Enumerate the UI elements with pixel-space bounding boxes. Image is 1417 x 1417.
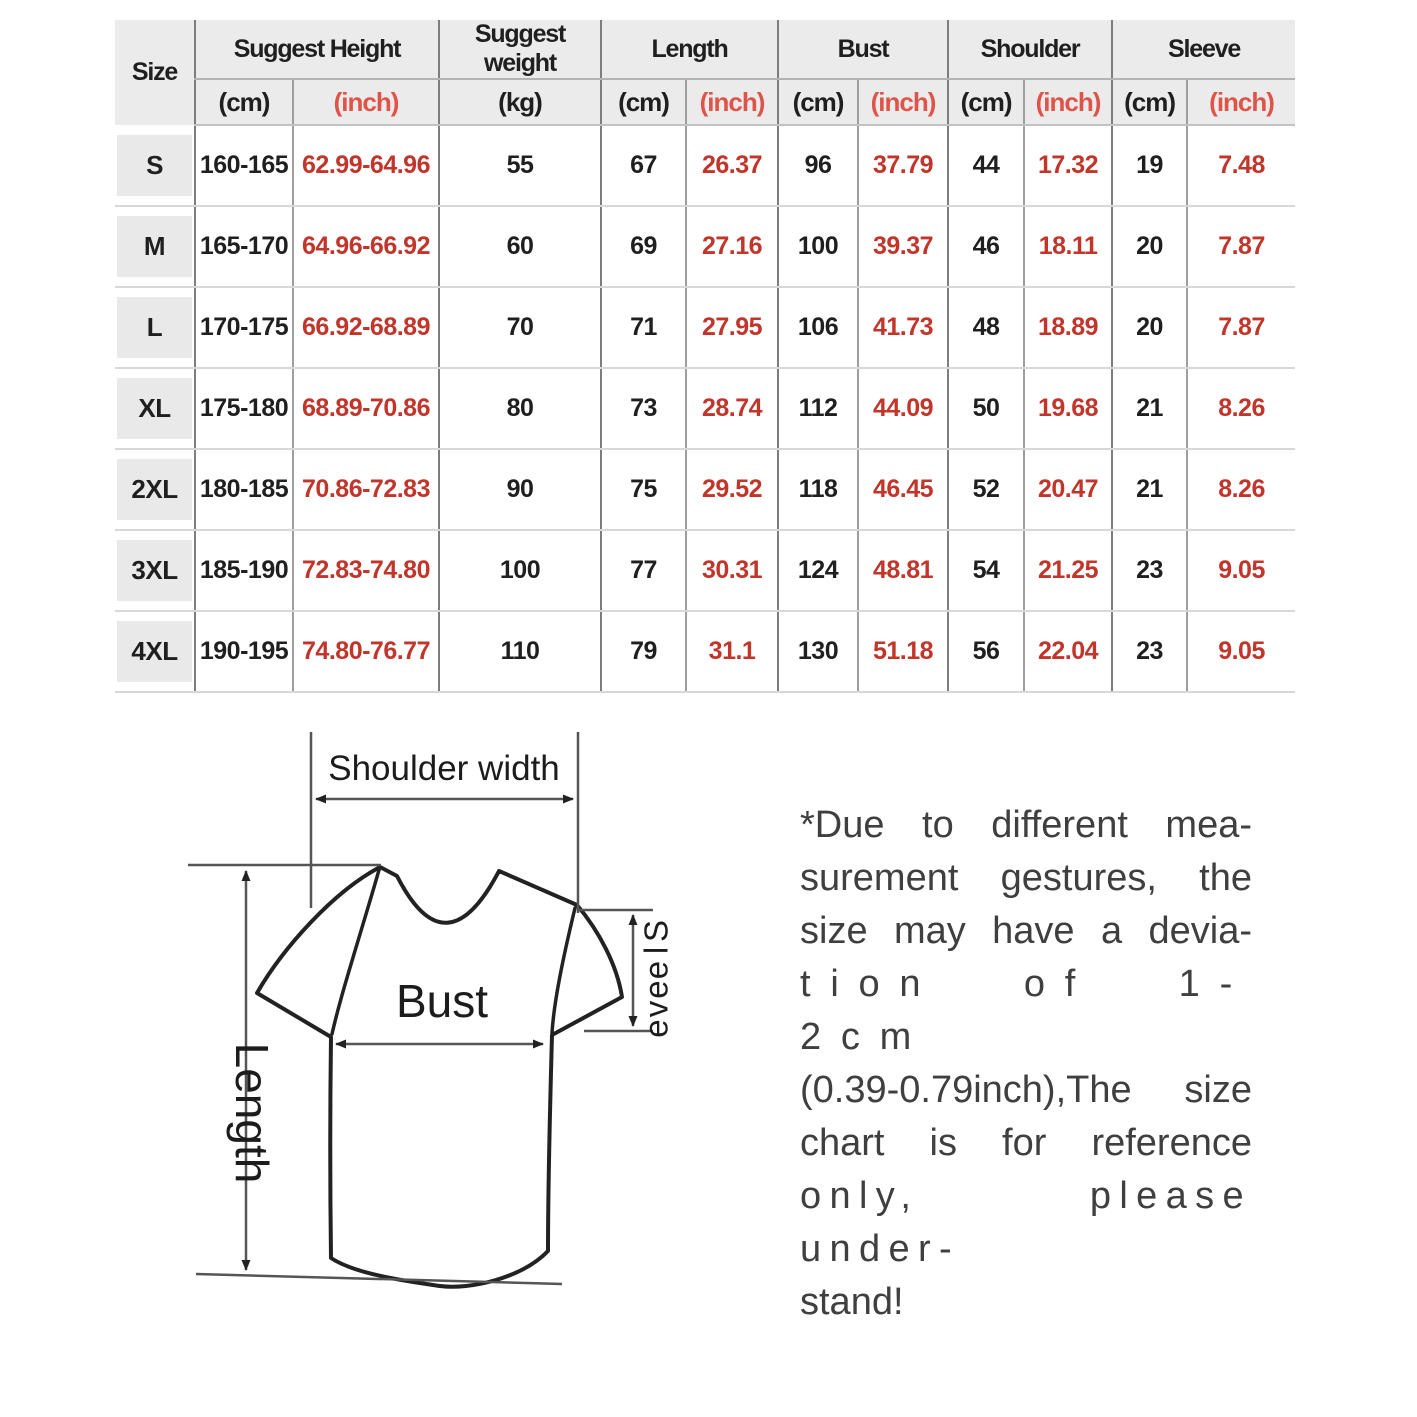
cell-bust-cm: 106 [778,287,858,368]
cell-shoulder-inch: 20.47 [1024,449,1112,530]
cell-sleeve-cm: 23 [1112,611,1187,692]
table-row [115,368,1295,449]
cell-shoulder-inch: 19.68 [1024,368,1112,449]
tshirt-measurement-diagram [150,718,790,1358]
cell-weight-kg: 70 [439,287,601,368]
sleeve-label-char: v [637,1000,675,1018]
size-chip: 3XL [117,540,192,601]
sleeve-label-char: S [637,919,675,943]
cell-height-cm: 180-185 [195,449,293,530]
cell-weight-kg: 80 [439,368,601,449]
size-chip: L [117,297,192,358]
disclaimer-line: *Due to different mea- [800,804,1252,846]
cell-size [115,449,195,530]
cell-bust-cm: 130 [778,611,858,692]
unit-header: (cm) [778,79,858,125]
size-table [115,20,1295,693]
cell-height-inch: 66.92-68.89 [293,287,439,368]
cell-height-inch: 68.89-70.86 [293,368,439,449]
cell-bust-inch: 37.79 [858,125,948,206]
cell-weight-kg: 60 [439,206,601,287]
disclaimer-text [800,799,1252,1329]
unit-header: (cm) [1112,79,1187,125]
cell-sleeve-inch: 9.05 [1187,530,1295,611]
cell-height-cm: 175-180 [195,368,293,449]
shoulder-header: Shoulder [948,20,1112,79]
cell-length-inch: 31.1 [686,611,778,692]
cell-weight-kg: 100 [439,530,601,611]
sleeve-label-char: e [637,980,675,999]
table-group-header-row [115,20,1295,79]
bust-label: Bust [395,975,489,1027]
cell-sleeve-inch: 7.87 [1187,287,1295,368]
cell-height-cm: 160-165 [195,125,293,206]
size-chip: S [117,135,192,196]
cell-shoulder-cm: 44 [948,125,1024,206]
cell-sleeve-inch: 7.48 [1187,125,1295,206]
cell-height-inch: 62.99-64.96 [293,125,439,206]
cell-length-cm: 73 [601,368,686,449]
cell-shoulder-inch: 17.32 [1024,125,1112,206]
cell-bust-inch: 41.73 [858,287,948,368]
cell-shoulder-cm: 56 [948,611,1024,692]
cell-height-inch: 74.80-76.77 [293,611,439,692]
disclaimer-line: size may have a devia- [800,910,1252,952]
disclaimer-line: stand! [800,1281,904,1323]
unit-header: (cm) [948,79,1024,125]
disclaimer-line: chart is for reference [800,1122,1252,1164]
cell-bust-cm: 96 [778,125,858,206]
unit-header: (cm) [601,79,686,125]
sleeve-label-char: e [637,1019,675,1038]
disclaimer-line: surement gestures, the [800,857,1252,899]
disclaimer-line: (0.39-0.79inch),The size [800,1069,1252,1111]
cell-bust-cm: 112 [778,368,858,449]
cell-height-inch: 64.96-66.92 [293,206,439,287]
cell-shoulder-inch: 18.11 [1024,206,1112,287]
cell-sleeve-cm: 20 [1112,287,1187,368]
cell-shoulder-inch: 21.25 [1024,530,1112,611]
suggest-weight-header: Suggest weight [439,20,601,79]
cell-length-cm: 67 [601,125,686,206]
cell-sleeve-inch: 8.26 [1187,449,1295,530]
cell-sleeve-cm: 20 [1112,206,1187,287]
cell-size [115,611,195,692]
table-row [115,611,1295,692]
suggest-height-header: Suggest Height [195,20,439,79]
cell-shoulder-cm: 48 [948,287,1024,368]
cell-length-cm: 77 [601,530,686,611]
unit-header: (inch) [686,79,778,125]
sleeve-header: Sleeve [1112,20,1295,79]
size-chip: XL [117,378,192,439]
cell-sleeve-cm: 21 [1112,449,1187,530]
cell-length-cm: 69 [601,206,686,287]
cell-size [115,206,195,287]
cell-length-inch: 28.74 [686,368,778,449]
table-row [115,449,1295,530]
table-row [115,125,1295,206]
cell-length-inch: 26.37 [686,125,778,206]
cell-length-cm: 79 [601,611,686,692]
cell-bust-cm: 124 [778,530,858,611]
cell-weight-kg: 55 [439,125,601,206]
cell-height-cm: 185-190 [195,530,293,611]
disclaimer-line: tion of 1-2cm [800,963,1252,1058]
cell-bust-cm: 100 [778,206,858,287]
cell-length-inch: 27.95 [686,287,778,368]
unit-header: (inch) [1024,79,1112,125]
right-armhole-seam [552,908,575,1033]
table-unit-header-row [115,79,1295,125]
cell-bust-inch: 51.18 [858,611,948,692]
cell-shoulder-inch: 22.04 [1024,611,1112,692]
cell-bust-inch: 48.81 [858,530,948,611]
cell-sleeve-inch: 7.87 [1187,206,1295,287]
sleeve-label-char: l [637,946,675,955]
unit-header: (inch) [858,79,948,125]
table-row [115,287,1295,368]
length-label: Length [226,1042,278,1184]
cell-length-inch: 30.31 [686,530,778,611]
tshirt-outline [257,867,622,1287]
cell-size [115,530,195,611]
shoulder-width-label: Shoulder width [328,749,560,788]
table-row [115,530,1295,611]
bust-header: Bust [778,20,948,79]
cell-bust-inch: 39.37 [858,206,948,287]
cell-sleeve-cm: 21 [1112,368,1187,449]
cell-bust-inch: 46.45 [858,449,948,530]
size-chip: 2XL [117,459,192,520]
disclaimer-line: only, please under- [800,1175,1252,1270]
cell-sleeve-inch: 8.26 [1187,368,1295,449]
unit-header: (inch) [293,79,439,125]
size-chip: M [117,216,192,277]
cell-length-cm: 75 [601,449,686,530]
cell-bust-inch: 44.09 [858,368,948,449]
cell-size [115,287,195,368]
cell-shoulder-cm: 52 [948,449,1024,530]
cell-shoulder-inch: 18.89 [1024,287,1112,368]
sleeve-label [638,920,675,1038]
cell-sleeve-cm: 19 [1112,125,1187,206]
unit-header: (kg) [439,79,601,125]
cell-length-cm: 71 [601,287,686,368]
sleeve-label-char: e [637,960,675,980]
cell-weight-kg: 110 [439,611,601,692]
cell-weight-kg: 90 [439,449,601,530]
size-column-header: Size [115,20,195,125]
cell-length-inch: 27.16 [686,206,778,287]
cell-size [115,125,195,206]
cell-height-cm: 165-170 [195,206,293,287]
table-row [115,206,1295,287]
cell-sleeve-inch: 9.05 [1187,611,1295,692]
cell-shoulder-cm: 54 [948,530,1024,611]
cell-height-cm: 190-195 [195,611,293,692]
size-chip: 4XL [117,621,192,682]
unit-header: (cm) [195,79,293,125]
cell-height-inch: 70.86-72.83 [293,449,439,530]
cell-bust-cm: 118 [778,449,858,530]
cell-shoulder-cm: 46 [948,206,1024,287]
cell-sleeve-cm: 23 [1112,530,1187,611]
cell-length-inch: 29.52 [686,449,778,530]
cell-shoulder-cm: 50 [948,368,1024,449]
length-header: Length [601,20,778,79]
cell-size [115,368,195,449]
cell-height-inch: 72.83-74.80 [293,530,439,611]
cell-height-cm: 170-175 [195,287,293,368]
unit-header: (inch) [1187,79,1295,125]
